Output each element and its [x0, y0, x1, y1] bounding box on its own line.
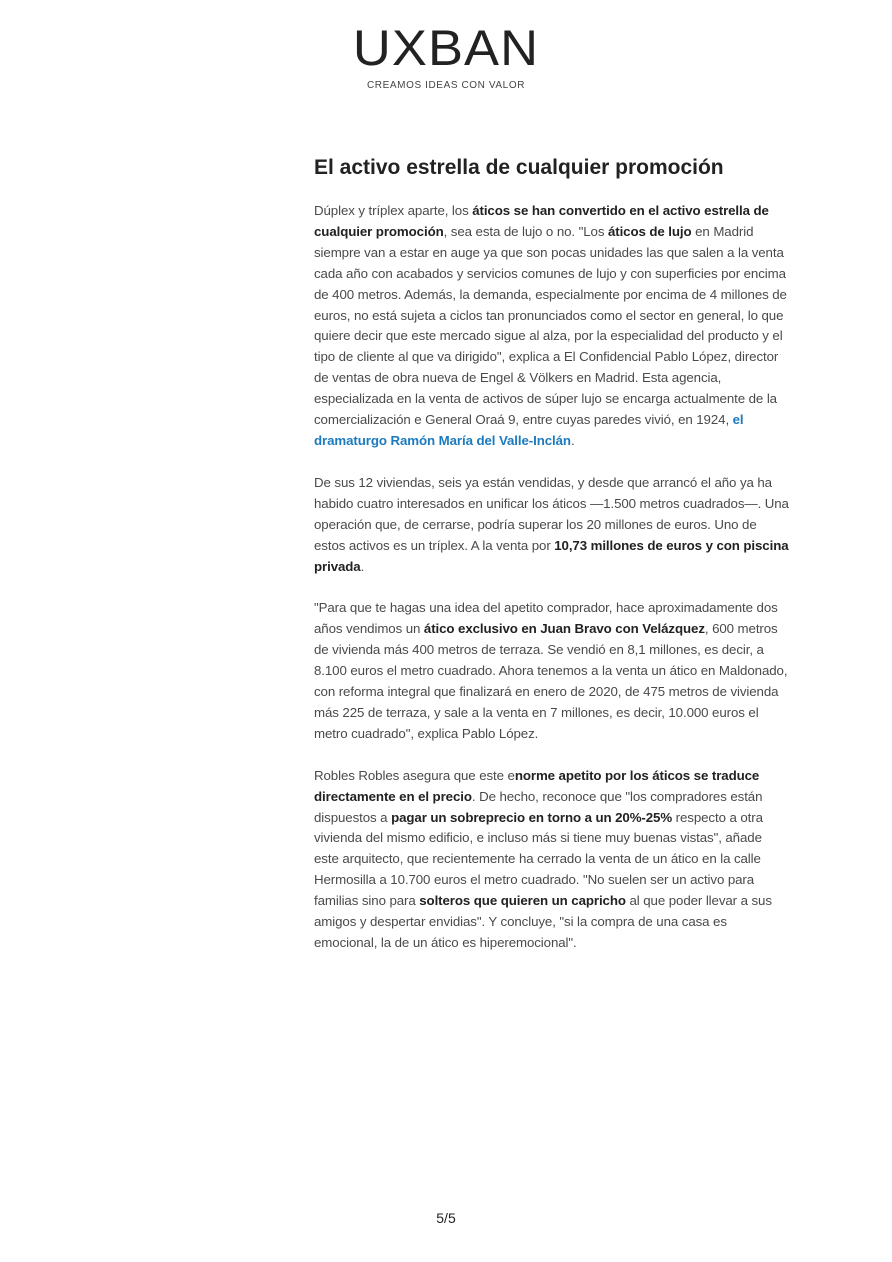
paragraph-3: "Para que te hagas una idea del apetito comprador, hace aproximadamente dos años vendimos un ático exclusivo en Juan Bravo con Velázquez, 600 metros de vivienda más 400 metros de terraza. Se vendió en 8,1 millones, es decir, a 8.100 euros el metro cuadrado. Ahora tenemos a la venta un ático en Maldonado, con reforma integral que finalizará en enero de 2020, de 475 metros de vivienda más 225 de terraza, y sale a la venta en 7 millones, es decir, 10.000 euros el metro cuadrado", explica Pablo López. — [314, 600, 788, 741]
paragraph-2: De sus 12 viviendas, seis ya están vendidas, y desde que arrancó el año ya ha habido cuatro interesados en unificar los áticos —1.500 metros cuadrados—. Una operación que, de cerrarse, podría superar los 20 millones de euros. Uno de estos activos es un tríplex. A la venta por 10,73 millones de euros y con piscina privada. — [314, 474, 789, 574]
bold-text: áticos se han convertido en el activo estrella de cualquier promoción — [314, 203, 769, 239]
bold-text: áticos de lujo — [607, 223, 692, 239]
article — [314, 150, 790, 954]
bold-text: norme apetito por los áticos se traduce directamente en el precio — [314, 767, 760, 804]
paragraph-1: Dúplex y tríplex aparte, los áticos se han convertido en el activo estrella de cualquier promoción, sea esta de lujo o no. "Los áticos de lujo en Madrid siempre van a estar en auge ya que son pocas unidades las que salen a la venta cada año con acabados y servicios comunes de lujo y con superficies por encima de 400 metros. Además, la demanda, especialmente por encima de 4 millones de euros, no está sujeta a ciclos tan pronunciados como el sector en general, lo que quiere decir que este mercado sigue al alza, por la especialidad del producto y el tipo de cliente al que va dirigido", explica a El Confidencial Pablo López, director de ventas de obra nueva de Engel & Völkers en Madrid. Esta agencia, especializada en la venta de activos de súper lujo se encarga actualmente de la comercialización e General Oraá 9, entre cuyas paredes vivió, en 1924, el dramaturgo Ramón María del Valle-Inclán. — [314, 203, 787, 448]
bold-text: solteros que quieren un capricho — [419, 893, 626, 909]
paragraph-4: Robles Robles asegura que este enorme apetito por los áticos se traduce directamente en el precio. De hecho, reconoce que "los compradores están dispuestos a pagar un sobreprecio en torno a un 20%-25% respecto a otra vivienda del mismo edificio, e incluso más si tiene muy buenas vistas", añade este arquitecto, que recientemente ha cerrado la venta de un ático en la calle Hermosilla a 10.700 euros el metro cuadrado. "No suelen ser un activo para familias sino para solteros que quieren un capricho al que poder llevar a sus amigos y despertar envidias". Y concluye, "si la compra de una casa es emocional, la de un ático es hiperemocional". — [314, 767, 772, 950]
article-title: El activo estrella de cualquier promoción — [314, 156, 724, 179]
page-number: 5/5 — [436, 1210, 456, 1226]
bold-text: 10,73 millones de euros y con piscina privada — [314, 537, 789, 574]
logo — [0, 22, 892, 91]
bold-text: pagar un sobreprecio en torno a un 20%-25% — [391, 809, 673, 825]
logo-wordmark: UXBAN — [352, 20, 540, 76]
bold-text: ático exclusivo en Juan Bravo con Velázquez — [423, 621, 705, 637]
logo-tagline: CREAMOS IDEAS CON VALOR — [366, 80, 526, 91]
article-link[interactable]: el dramaturgo Ramón María del Valle-Inclán — [314, 412, 744, 448]
